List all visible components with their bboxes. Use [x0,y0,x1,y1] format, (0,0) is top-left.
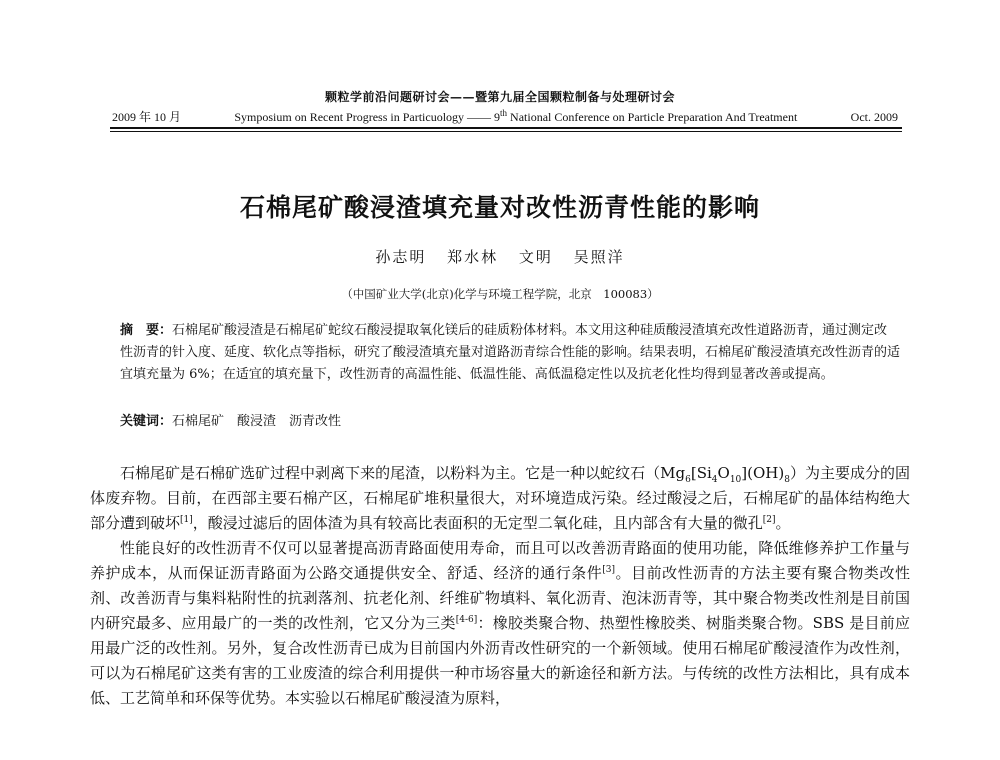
paper-title: 石棉尾矿酸浸渣填充量对改性沥青性能的影响 [239,193,760,222]
citation-3: [3] [602,565,616,575]
abstract-text: 石棉尾矿酸浸渣是石棉尾矿蛇纹石酸浸提取氧化镁后的硅质粉体材料。本文用这种硅质酸浸渣填充改性道路沥青，通过测定改性沥青的针入度、延度、软化点等指标，研究了酸浸渣填充量对道路沥青综合性能的影响。结果表明，石棉尾矿酸浸渣填充改性沥青的适宜填充量为 6%；在适宜的填充量下，改性沥青的高温性能、低温性能、高低温稳定性以及抗老化性均得到显著改善或提高。 [120,323,901,382]
keywords-label: 关键词： [120,414,173,429]
paper-authors: 孙志明 郑水林 文明 吴照洋 [375,248,625,266]
p2-text-c: ：橡胶类聚合物、热塑性橡胶类、树脂类聚合物。SBS 是目前应用最广泛的改性剂。另外，复合改性沥青已成为目前国内外沥青改性研究的一个新领域。使用石棉尾矿酸浸渣作为改性剂，可以为石棉尾矿这类有害的工业废渣的综合利用提供一种市场容量大的新途径和新方法。与传统的改性方法相比，具有成本低、工艺简单和环保等优势。本实验以石棉尾矿酸浸渣为原料， [90,614,910,707]
p1-text-e: ）为主要成分的固体废弃物。目前，在西部主要石棉产区，石棉尾矿堆积量很大，对环境造成污染。经过酸浸之后，石棉尾矿的晶体结构绝大部分遭到破坏 [90,464,910,532]
citation-1: [1] [180,515,193,525]
abstract [120,320,900,386]
p1-text-a: 石棉尾矿是石棉矿选矿过程中剥离下来的尾渣，以粉料为主。它是一种以蛇纹石（Mg [120,464,686,482]
keywords-text: 石棉尾矿 酸浸渣 沥青改性 [172,414,342,429]
p1-text-b: [Si [690,464,712,482]
p2-text-a: 性能良好的改性沥青不仅可以显著提高沥青路面使用寿命，而且可以改善沥青路面的使用功能，降低维修养护工作量与养护成本，从而保证沥青路面为公路交通提供安全、舒适、经济的通行条件 [90,539,910,582]
body-paragraph-1 [90,461,910,536]
header-date-cn: 2009 年 10 月 [112,110,182,124]
keywords [120,411,900,433]
p1-text-d: ](OH) [741,464,785,482]
running-header [112,108,898,125]
abstract-label: 摘 要： [120,323,173,338]
citation-4-6: [4-6] [455,615,478,625]
header-conference-en [181,110,851,125]
header-symposium-en: Symposium on Recent Progress in Particuology [234,110,465,124]
header-conference-name-en: National Conference on Particle Preparation And Treatment [510,110,798,124]
p1-text-g: 。 [775,514,791,532]
header-ordinal: 9 [494,110,501,124]
p1-sub-2: 4 [711,475,718,485]
body-paragraph-2 [90,536,910,711]
citation-2: [2] [762,515,776,525]
header-rule-thick [110,127,902,129]
header-rule-thin [110,131,902,132]
p1-sub-3: 10 [729,475,742,485]
paper-affiliation: （中国矿业大学(北京)化学与环境工程学院，北京 100083） [341,287,659,301]
p1-sub-1: 6 [685,475,691,485]
header-ordinal-sup: th [500,108,508,118]
p1-sub-4: 8 [784,475,790,485]
p1-text-f: ，酸浸过滤后的固体渣为具有较高比表面积的无定型二氧化硅，且内部含有大量的微孔 [192,514,763,532]
header-date-en: Oct. 2009 [850,110,898,124]
p1-text-c: O [717,464,730,482]
header-separator: —— [467,110,492,124]
body-text [90,461,910,711]
conference-title-cn: 颗粒学前沿问题研讨会——暨第九届全国颗粒制备与处理研讨会 [324,90,675,104]
p2-text-b: 。目前改性沥青的方法主要有聚合物类改性剂、改善沥青与集料粘附性的抗剥落剂、抗老化剂、纤维矿物填料、氧化沥青、泡沫沥青等，其中聚合物类改性剂是目前国内研究最多、应用最广的一类的改性剂，它又分为三类 [90,564,910,632]
